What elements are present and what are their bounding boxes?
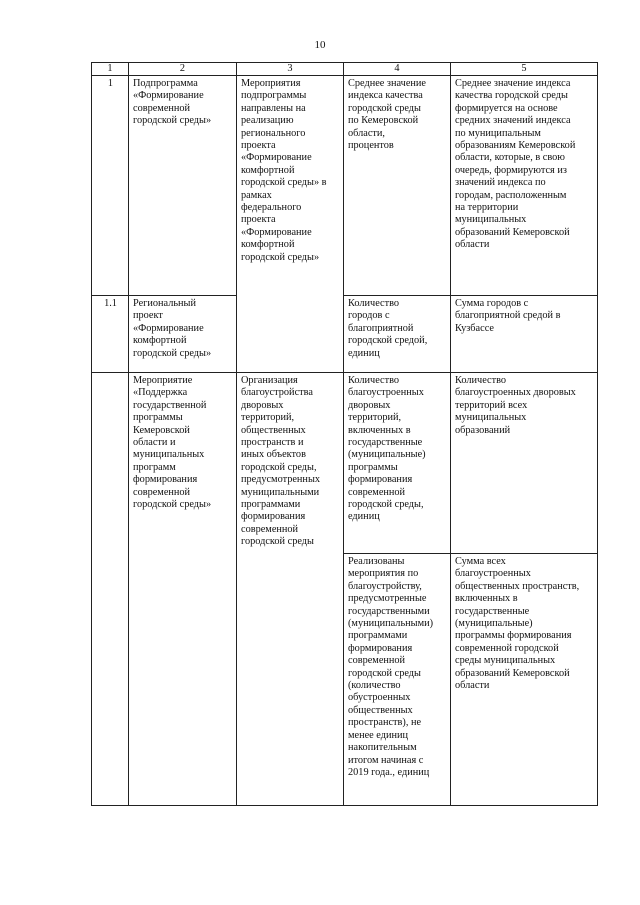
table-row [92,76,598,296]
program-name-cell: Мероприятие «Поддержка государственной программы Кемеровской области и муниципальных программ формирования современной городской среды» [129,373,237,806]
calculation-method-cell: Среднее значение индекса качества городской среды формируется на основе средних значений индекса по муниципальным образованиям Кемеровской области, которые, в свою очередь, формируются из значений индекса по городам, расположенным на территории муниципальных образований Кемеровской области [451,76,598,296]
table-row [92,296,598,373]
calculation-method-cell: Количество благоустроенных дворовых территорий всех муниципальных образований [451,373,598,554]
row-number: 1.1 [92,296,129,373]
program-name-cell: Подпрограмма «Формирование современной городской среды» [129,76,237,296]
calculation-method-cell: Сумма всех благоустроенных общественных пространств, включенных в государственные (муниципальные) программы формирования современной городской среды муниципальных образований Кемеровской области [451,554,598,806]
document-table [91,62,598,806]
page-number: 10 [314,39,326,51]
row-number [92,373,129,806]
table-header-row [92,63,598,76]
table-row [92,373,598,554]
indicator-cell: Реализованы мероприятия по благоустройству, предусмотренные государственными (муниципальными) программами формирования современной городской среды (количество обустроенных общественных пространств), не менее единиц накопительным итогом начиная с 2019 года., единиц [344,554,451,806]
program-name-cell: Региональный проект «Формирование комфортной городской среды» [129,296,237,373]
column-header: 5 [451,63,598,76]
indicator-cell: Среднее значение индекса качества городской среды по Кемеровской области, процентов [344,76,451,296]
indicator-cell: Количество благоустроенных дворовых территорий, включенных в государственные (муниципальные) программы формирования современной городской среды, единиц [344,373,451,554]
column-header: 2 [129,63,237,76]
calculation-method-cell: Сумма городов с благоприятной средой в Кузбассе [451,296,598,373]
column-header: 4 [344,63,451,76]
column-header: 1 [92,63,129,76]
measures-cell: Организация благоустройства дворовых территорий, общественных пространств и иных объектов городской среды, предусмотренных муниципальными программами формирования современной городской среды [237,373,344,806]
row-number: 1 [92,76,129,296]
measures-cell: Мероприятия подпрограммы направлены на реализацию регионального проекта «Формирование комфортной городской среды» в рамках федерального проекта «Формирование комфортной городской среды» [237,76,344,373]
indicator-cell: Количество городов с благоприятной городской средой, единиц [344,296,451,373]
column-header: 3 [237,63,344,76]
